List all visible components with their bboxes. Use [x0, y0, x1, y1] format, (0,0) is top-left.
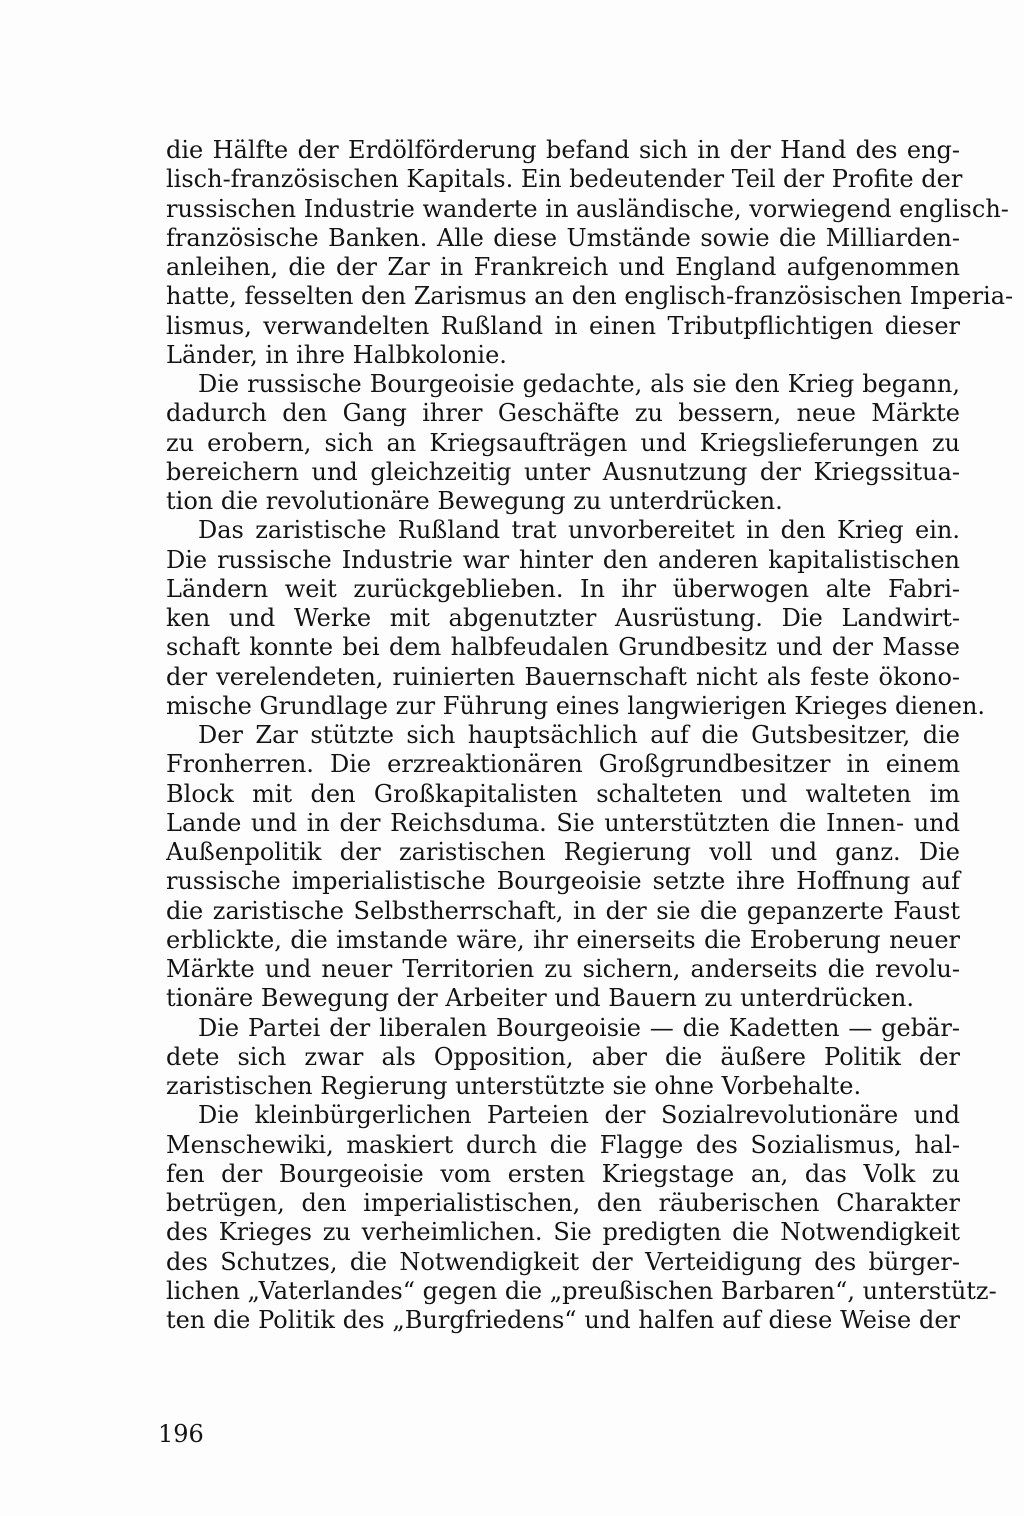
text-line: Die kleinbürgerlichen Parteien der Sozialrevolutionäre und	[198, 1101, 960, 1130]
text-line: Märkte und neuer Territorien zu sichern, anderseits die revolu-	[166, 955, 960, 983]
text-line: Länder, in ihre Halbkolonie.	[166, 340, 507, 369]
text-line: Menschewiki, maskiert durch die Flagge des Sozialismus, hal-	[166, 1130, 960, 1159]
text-line: Der Zar stützte sich hauptsächlich auf die Gutsbesitzer, die	[198, 721, 960, 749]
text-line: des Schutzes, die Notwendigkeit der Verteidigung des bürger-	[166, 1247, 960, 1276]
text-line: Die russische Industrie war hinter den anderen kapitalistischen	[166, 545, 960, 574]
body-text	[166, 136, 1014, 1335]
text-line: erblickte, die imstande wäre, ihr einerseits die Eroberung neuer	[166, 925, 960, 954]
text-line: Die russische Bourgeoisie gedachte, als sie den Krieg begann,	[198, 370, 960, 398]
text-line: Ländern weit zurückgeblieben. In ihr überwogen alte Fabri-	[166, 574, 960, 603]
text-line: lismus, verwandelten Rußland in einen Tributpflichtigen dieser	[166, 311, 960, 340]
text-line: zaristischen Regierung unterstützte sie ohne Vorbehalte.	[166, 1072, 862, 1100]
text-line: russische imperialistische Bourgeoisie setzte ihre Hoffnung auf	[166, 867, 960, 896]
paragraph	[166, 136, 1014, 370]
text-line: französische Banken. Alle diese Umstände sowie die Milliarden-	[166, 223, 960, 252]
paragraph	[166, 721, 960, 1014]
text-line: die zaristische Selbstherrschaft, in der sie die gepanzerte Faust	[166, 896, 960, 925]
text-line: anleihen, die der Zar in Frankreich und England aufgenommen	[166, 253, 960, 281]
text-line: Außenpolitik der zaristischen Regierung voll und ganz. Die	[166, 838, 960, 866]
page-number: 196	[158, 1420, 204, 1448]
text-line: dadurch den Gang ihrer Geschäfte zu bessern, neue Märkte	[166, 399, 960, 428]
text-line: lisch-französischen Kapitals. Ein bedeutender Teil der Profite der	[166, 165, 963, 194]
text-line: lichen „Vaterlandes“ gegen die „preußischen Barbaren“, unterstütz-	[166, 1276, 997, 1305]
paragraph	[166, 1014, 960, 1102]
text-line: Fronherren. Die erzreaktionären Großgrundbesitzer in einem	[166, 750, 960, 779]
text-line: schaft konnte bei dem halbfeudalen Grundbesitz und der Masse	[166, 633, 960, 662]
text-line: Block mit den Großkapitalisten schalteten und walteten im	[166, 779, 960, 808]
text-line: betrügen, den imperialistischen, den räuberischen Charakter	[166, 1189, 960, 1217]
text-line: fen der Bourgeoisie vom ersten Kriegstage an, das Volk zu	[166, 1159, 960, 1188]
text-line: Die Partei der liberalen Bourgeoisie — die Kadetten — gebär-	[198, 1013, 960, 1042]
paragraph	[166, 1101, 997, 1335]
text-line: dete sich zwar als Opposition, aber die äußere Politik der	[166, 1042, 960, 1071]
paragraph	[166, 516, 986, 721]
text-line: Lande und in der Reichsduma. Sie unterstützten die Innen- und	[166, 808, 960, 837]
paragraph	[166, 370, 960, 516]
text-line: ten die Politik des „Burgfriedens“ und halfen auf diese Weise der	[166, 1306, 960, 1334]
text-line: des Krieges zu verheimlichen. Sie predigten die Notwendigkeit	[166, 1218, 960, 1247]
text-line: bereichern und gleichzeitig unter Ausnutzung der Kriegssitua-	[166, 457, 960, 486]
text-line: russischen Industrie wanderte in ausländische, vorwiegend englisch-	[166, 194, 1009, 223]
text-line: ken und Werke mit abgenutzter Ausrüstung. Die Landwirt-	[166, 604, 960, 632]
text-line: tionäre Bewegung der Arbeiter und Bauern zu unterdrücken.	[166, 984, 914, 1013]
text-line: Das zaristische Rußland trat unvorbereitet in den Krieg ein.	[198, 516, 960, 545]
text-line: der verelendeten, ruinierten Bauernschaft nicht als feste ökono-	[166, 662, 960, 691]
text-line: zu erobern, sich an Kriegsaufträgen und Kriegslieferungen zu	[166, 428, 960, 457]
text-line: die Hälfte der Erdölförderung befand sich in der Hand des eng-	[166, 136, 960, 164]
text-line: hatte, fesselten den Zarismus an den englisch-französischen Imperia-	[166, 282, 1014, 311]
text-line: tion die revolutionäre Bewegung zu unterdrücken.	[166, 487, 783, 515]
text-line: mische Grundlage zur Führung eines langwierigen Krieges dienen.	[166, 691, 986, 720]
